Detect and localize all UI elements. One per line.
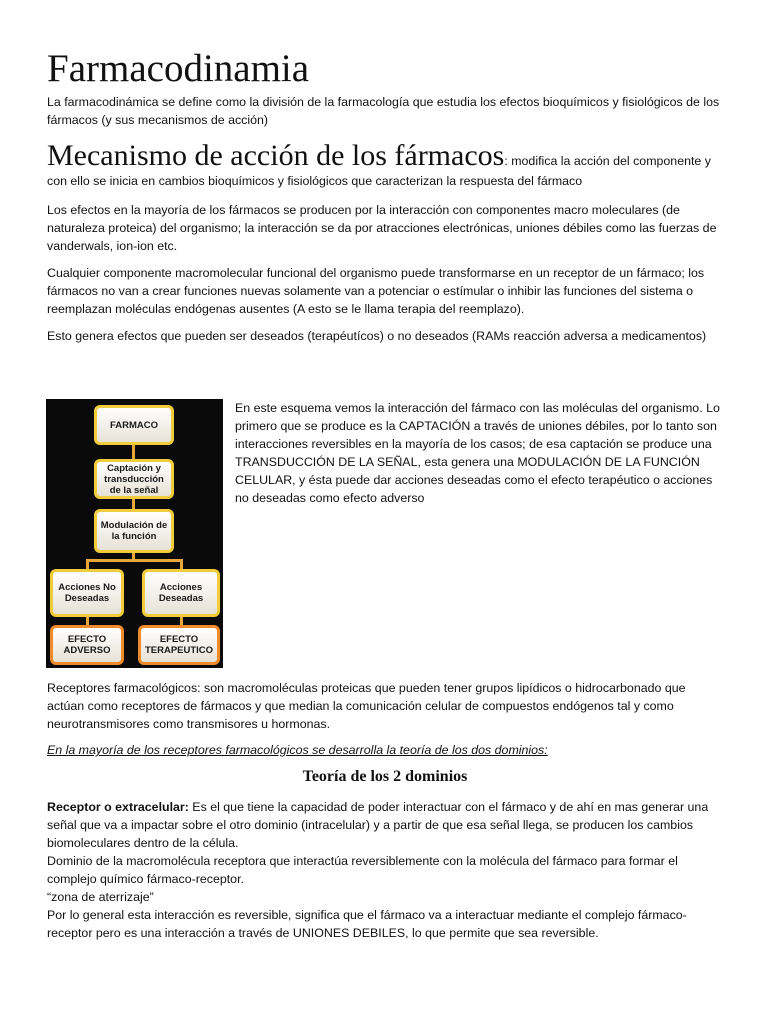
section-heading: Mecanismo de acción de los fármacos [47,139,505,172]
section-heading-rest: : modifica la acción del componente y con ello se inicia en cambios bioquímicos y fisiológicos que caracterizan la respuesta del fármaco [47,154,711,188]
diagram-box-deseadas: Acciones Deseadas [142,569,220,617]
connector [86,559,182,562]
italic-note: En la mayoría de los receptores farmacológicos se desarrolla la teoría de los dos dominios: [47,743,548,757]
receptor-label: Receptor o extracelular: [47,800,189,814]
section-mecanismo [47,140,723,190]
mechanism-diagram [46,399,223,668]
paragraph-receptores: Receptores farmacológicos: son macromoléculas proteicas que pueden tener grupos lipídicos o hidrocarbonado que actúan como receptores de fármacos y que median la comunicación celular de compuestos endógenos tal y como neurotransmisores como transmisores u hormonas. [47,681,686,731]
zona-paragraph: “zona de aterrizaje” [47,890,154,904]
receptor-text: Es el que tiene la capacidad de poder interactuar con el fármaco y de ahí en mas generar una señal que va a impactar sobre el otro dominio (intracelular) y a partir de que esa señal llega, se producen los cambios biomoleculares dentro de la célula. [47,800,709,850]
diagram-box-modulacion: Modulación de la función [94,509,174,553]
diagram-box-captacion: Captación y transducción de la señal [94,459,174,499]
page-title: Farmacodinamia [47,47,310,90]
intro-paragraph: La farmacodinámica se define como la división de la farmacología que estudia los efectos bioquímicos y fisiológicos de los fármacos (y sus mecanismos de acción) [47,95,720,127]
diagram-box-terapeutico: EFECTO TERAPEUTICO [138,625,220,665]
paragraph-efectos-deseados: Esto genera efectos que pueden ser deseados (terapéutícos) o no deseados (RAMs reacción adversa a medicamentos) [47,329,707,343]
receptor-paragraph [47,798,723,852]
final-paragraph: Por lo general esta interacción es reversible, significa que el fármaco va a interactuar mediante el complejo fármaco-receptor pero es una interacción a través de UNIONES DEBILES, lo que permite que sea reversible. [47,908,687,940]
diagram-box-farmaco: FARMACO [94,405,174,445]
diagram-explanation: En este esquema vemos la interacción del fármaco con las moléculas del organismo. Lo primero que se produce es la CAPTACIÓN a través de uniones débiles, por lo tanto son interacciones reversibles en la mayoría de los casos; de esa captación se produce una TRANSDUCCIÓN DE LA SEÑAL, esta genera una MODULACIÓN DE LA FUNCIÓN CELULAR, y ésta puede dar acciones deseadas como el efecto terapéutico o acciones no deseadas como efecto adverso [235,401,720,505]
paragraph-efectos: Los efectos en la mayoría de los fármacos se producen por la interacción con componentes macro moleculares (de naturaleza proteica) del organismo; la interacción se da por atracciones electrónicas, uniones débiles como las fuerzas de vanderwals, ion-ion etc. [47,203,717,253]
diagram-box-no-deseadas: Acciones No Deseadas [50,569,124,617]
receptor-section [47,798,723,942]
theory-title: Teoría de los 2 dominios [302,768,468,785]
diagram-box-adverso: EFECTO ADVERSO [50,625,124,665]
dominio-paragraph: Dominio de la macromolécula receptora que interactúa reversiblemente con la molécula del fármaco para formar el complejo químico fármaco-receptor. [47,854,678,886]
paragraph-componente: Cualquier componente macromolecular funcional del organismo puede transformarse en un receptor de un fármaco; los fármacos no van a crear funciones nuevas solamente van a potenciar o estímular o inhibir las funciones del sistema o reemplazan moléculas endógenas ausentes (A esto se le llama terapia del reemplazo). [47,266,705,316]
